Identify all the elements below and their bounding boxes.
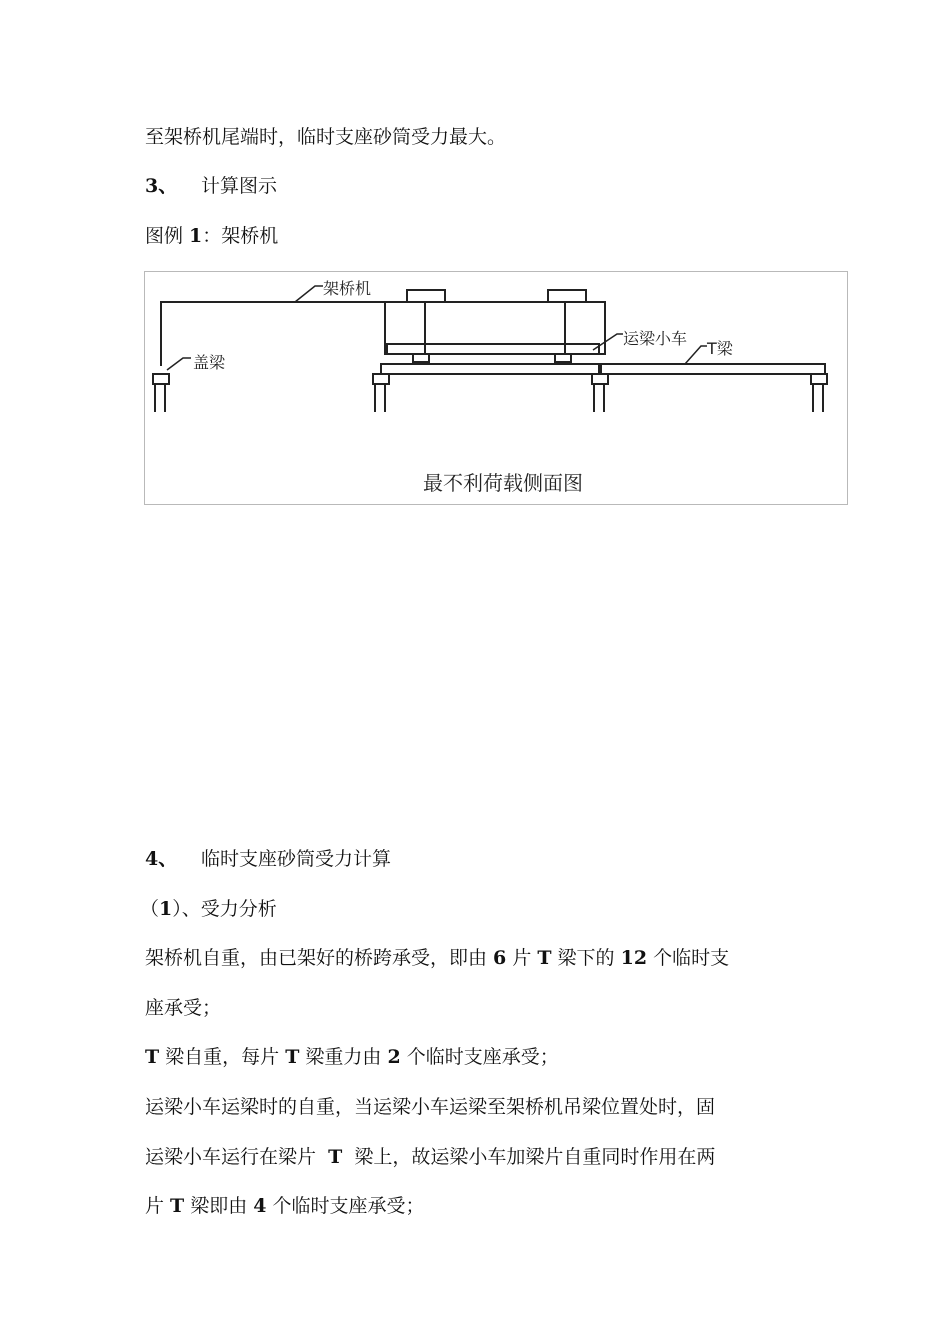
trolley	[387, 344, 599, 354]
section-3-heading	[145, 174, 277, 198]
text: 梁上，故运梁小车加梁片自重同时作用在两	[342, 1146, 716, 1168]
bridge-machine-figure	[144, 271, 848, 505]
label-t-beam: T梁	[707, 339, 733, 358]
section-title: 临时支座砂筒受力计算	[201, 848, 392, 870]
label-trolley: 运梁小车	[623, 329, 688, 348]
letter-t: T	[285, 1046, 300, 1068]
paragraph-line	[145, 1145, 715, 1169]
pier-cap	[373, 374, 389, 384]
hoist-block	[548, 290, 586, 302]
text: 个临时支座承受；	[400, 1046, 559, 1068]
text: 梁重力由	[299, 1046, 388, 1068]
paragraph-line	[145, 1045, 559, 1069]
number: 6	[493, 947, 507, 969]
section-number: 4、	[145, 848, 178, 870]
paragraph-line	[145, 946, 729, 970]
text: 梁下的	[551, 947, 621, 969]
text: 个临时支座承受；	[266, 1195, 425, 1217]
text: 梁即由	[184, 1195, 254, 1217]
section-title: 计算图示	[201, 175, 278, 197]
text: 运梁小车运梁时的自重，当运梁小车运梁至架桥机吊梁位置处时，固	[145, 1096, 716, 1118]
text: （	[140, 898, 160, 920]
label-bridge-machine: 架桥机	[323, 279, 372, 298]
machine-body	[385, 302, 605, 354]
text: 片	[506, 947, 538, 969]
bridge-diagram	[145, 272, 849, 506]
paragraph-continuation	[145, 125, 506, 149]
letter-t: T	[170, 1195, 185, 1217]
hoist-block	[407, 290, 445, 302]
text: 架桥机自重，由已架好的桥跨承受，即由	[145, 947, 494, 969]
text: ）、受力分析	[172, 898, 277, 920]
t-beam-span	[601, 364, 825, 374]
text: 片	[145, 1195, 171, 1217]
section-number: 3、	[145, 175, 178, 197]
letter-t: T	[145, 1046, 160, 1068]
figure-caption	[145, 224, 278, 248]
text: 个临时支	[647, 947, 730, 969]
paragraph-line	[145, 1095, 715, 1119]
text: ：架桥机	[202, 225, 279, 247]
subsection-number: 1	[159, 898, 173, 920]
t-beam-span	[381, 364, 599, 374]
diagram-caption: 最不利荷载侧面图	[423, 471, 583, 495]
number: 2	[387, 1046, 401, 1068]
text: 运梁小车运行在梁片	[145, 1146, 329, 1168]
pier-cap	[811, 374, 827, 384]
subsection-1-heading	[140, 897, 277, 921]
letter-t: T	[328, 1146, 343, 1168]
paragraph-line	[145, 1194, 425, 1218]
cap-beam	[153, 374, 169, 384]
number: 4	[253, 1195, 267, 1217]
number: 12	[620, 947, 648, 969]
letter-t: T	[537, 947, 552, 969]
figure-number: 1	[189, 225, 203, 247]
text: 至架桥机尾端时，临时支座砂筒受力最大。	[145, 126, 507, 148]
text: 图例	[145, 225, 190, 247]
pier-cap	[592, 374, 608, 384]
text: 梁自重，每片	[159, 1046, 286, 1068]
label-cap-beam: 盖梁	[193, 353, 226, 372]
section-4-heading	[145, 847, 391, 871]
paragraph-line	[145, 996, 221, 1020]
text: 座承受；	[145, 997, 222, 1019]
